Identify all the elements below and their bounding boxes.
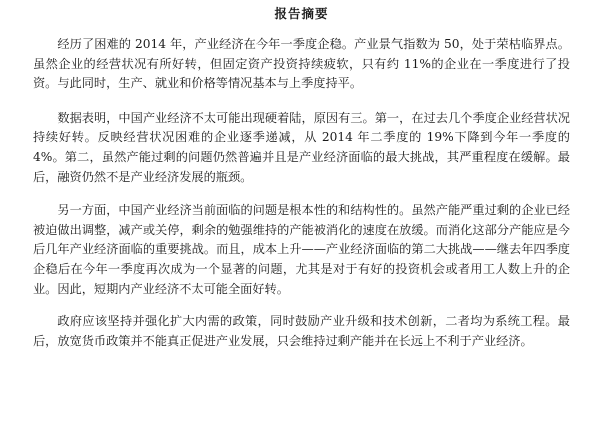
report-title: 报告摘要	[274, 6, 329, 21]
summary-paragraph-4: 政府应该坚持并强化扩大内需的政策，同时鼓励产业升级和技术创新，二者均为系统工程。最后，放宽货币政策并不能真正促进产业发展，只会维持过剩产能并在长远上不利于产业经济。	[33, 314, 570, 348]
summary-paragraph-2: 数据表明，中国产业经济不太可能出现硬着陆，原因有三。第一，在过去几个季度企业经营状况持续好转。反映经营状况困难的企业逐季递减，从 2014 年二季度的 19%下降到今年一季度的 4%。第二，虽然产能过剩的问题仍然普遍并且是产业经济面临的最大挑战，其严重程度在缓解。最后，融资仍然不是产业经济发展的瓶颈。	[33, 110, 570, 184]
summary-paragraph-3: 另一方面，中国产业经济当前面临的问题是根本性的和结构性的。虽然产能严重过剩的企业已经被迫做出调整，减产或关停，剩余的勉强维持的产能被消化的速度在放缓。而消化这部分产能应是今后几年产业经济面临的重要挑战。而且，成本上升——产业经济面临的第二大挑战——继去年四季度企稳后在今年一季度再次成为一个显著的问题，尤其是对于有好的投资机会或者用工人数上升的企业。因此，短期内产业经济不太可能全面好转。	[33, 203, 570, 296]
summary-paragraph-1: 经历了困难的 2014 年，产业经济在今年一季度企稳。产业景气指数为 50，处于荣枯临界点。虽然企业的经营状况有所好转，但固定资产投资持续疲软，只有约 11%的企业在一季度进行了投资。与此同时，生产、就业和价格等情况基本与上季度持平。	[33, 37, 570, 91]
